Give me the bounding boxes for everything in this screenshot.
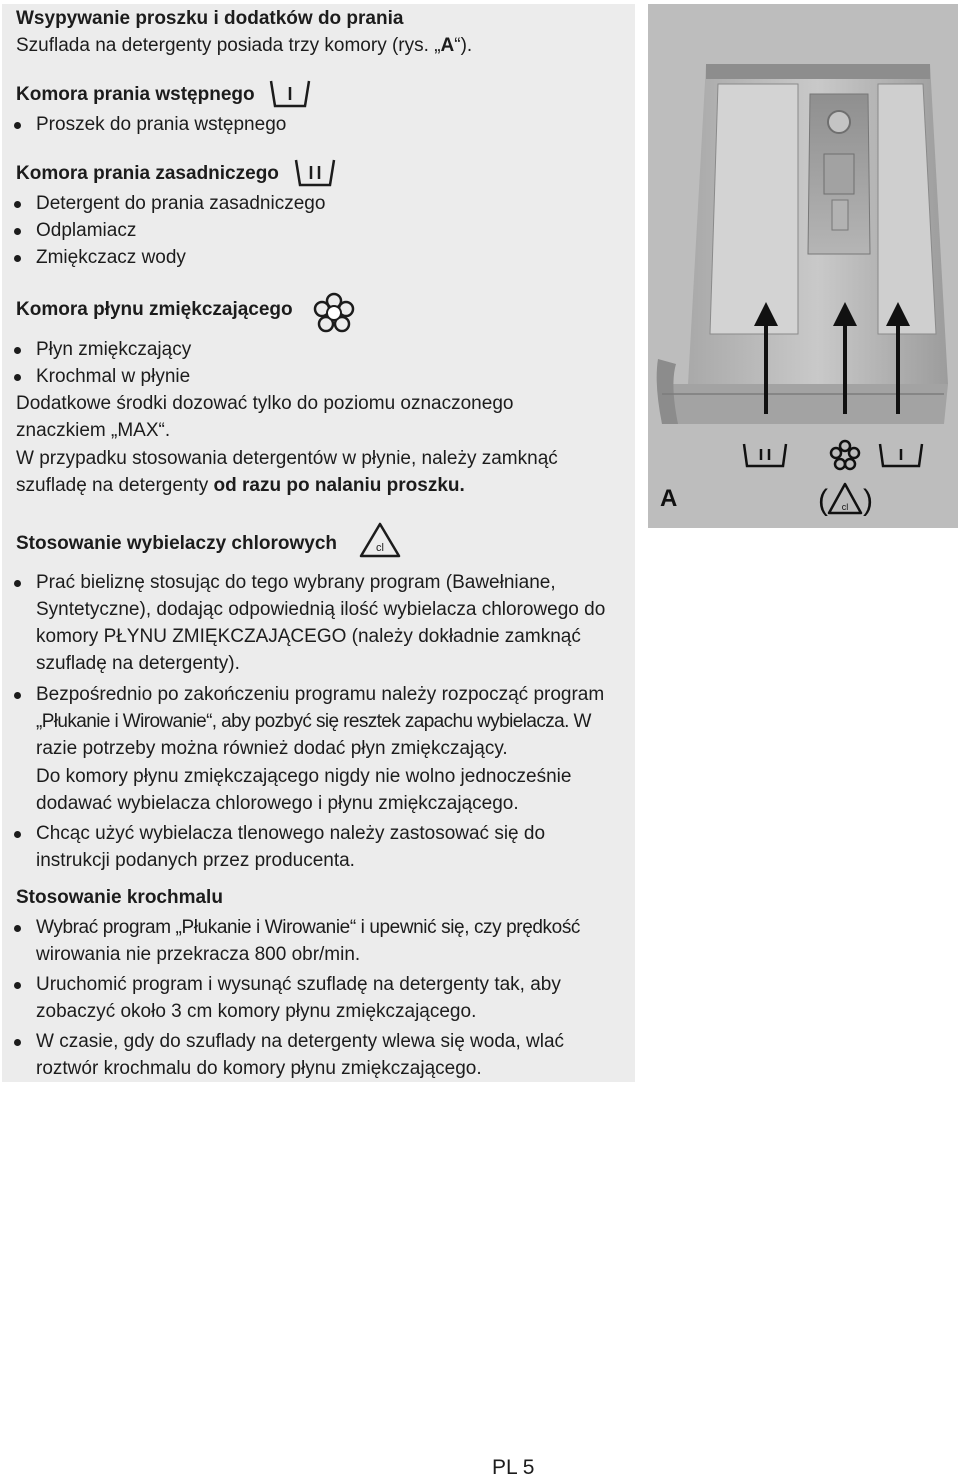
mainwash-compartment-icon xyxy=(293,157,337,189)
list-item-continuation: razie potrzeby można również dodać płyn zmiękczający. xyxy=(36,738,508,759)
list-item: Prać bieliznę stosując do tego wybrany program (Bawełniane, xyxy=(36,572,556,593)
list-item-continuation: roztwór krochmalu do komory płynu zmiękczającego. xyxy=(36,1058,482,1079)
bullet-dot xyxy=(14,228,21,235)
prewash-heading: Komora prania wstępnego xyxy=(16,84,255,105)
list-item-continuation: instrukcji podanych przez producenta. xyxy=(36,850,355,871)
intro-text-end: “). xyxy=(454,35,473,56)
list-item: Wybrać program „Płukanie i Wirowanie“ i upewnić się, czy prędkość xyxy=(36,917,581,938)
intro-text-start: Szuflada na detergenty posiada trzy komory (rys. „ xyxy=(16,35,441,56)
list-item: Bezpośrednio po zakończeniu programu należy rozpocząć program xyxy=(36,684,605,705)
starch-heading: Stosowanie krochmalu xyxy=(16,887,223,908)
list-item: Zmiękczacz wody xyxy=(36,247,186,268)
note-text: szufladę na detergenty xyxy=(16,475,214,496)
bullet-dot xyxy=(14,347,21,354)
list-item-continuation: Syntetyczne), dodając odpowiednią ilość wybielacza chlorowego do xyxy=(36,599,606,620)
bullet-dot xyxy=(14,580,21,587)
list-item-continuation: Do komory płynu zmiękczającego nigdy nie wolno jednocześnie xyxy=(36,766,572,787)
page-number: PL 5 xyxy=(492,1456,535,1479)
dosing-note: Dodatkowe środki dozować tylko do poziomu oznaczonego xyxy=(16,393,514,414)
list-item-continuation: „Płukanie i Wirowanie“, aby pozbyć się resztek zapachu wybielacza. W xyxy=(36,711,591,732)
bullet-dot xyxy=(14,692,21,699)
detergent-drawer-figure xyxy=(648,4,958,528)
svg-text:): ) xyxy=(863,484,873,517)
list-item-continuation: szufladę na detergenty). xyxy=(36,653,240,674)
list-item: Proszek do prania wstępnego xyxy=(36,114,287,135)
bullet-dot xyxy=(14,122,21,129)
list-item: Krochmal w płynie xyxy=(36,366,191,387)
bullet-dot xyxy=(14,374,21,381)
bullet-dot xyxy=(14,201,21,208)
list-item-continuation: zobaczyć około 3 cm komory płynu zmiękczającego. xyxy=(36,1001,477,1022)
page-heading: Wsypywanie proszku i dodatków do prania xyxy=(16,8,404,29)
list-item: Detergent do prania zasadniczego xyxy=(36,193,326,214)
svg-text:cl: cl xyxy=(841,502,849,512)
flower-softener-icon xyxy=(311,292,357,334)
detergent-drawer-illustration xyxy=(648,4,958,528)
svg-text:cl: cl xyxy=(376,542,384,554)
bullet-dot xyxy=(14,925,21,932)
list-item: Uruchomić program i wysunąć szufladę na detergenty tak, aby xyxy=(36,974,561,995)
note-emphasis: od razu po nalaniu proszku. xyxy=(213,475,465,496)
list-item: Odplamiacz xyxy=(36,220,137,241)
list-item-continuation: wirowania nie przekracza 800 obr/min. xyxy=(36,944,361,965)
dosing-note: znaczkiem „MAX“. xyxy=(16,420,171,441)
figure-label: A xyxy=(660,485,678,512)
bullet-dot xyxy=(14,1039,21,1046)
liquid-detergent-note xyxy=(16,472,465,499)
prewash-compartment-icon xyxy=(268,78,312,110)
mainwash-heading: Komora prania zasadniczego xyxy=(16,163,279,184)
list-item: W czasie, gdy do szuflady na detergenty wlewa się woda, wlać xyxy=(36,1031,565,1052)
list-item: Chcąc użyć wybielacza tlenowego należy zastosować się do xyxy=(36,823,546,844)
list-item-continuation: dodawać wybielacza chlorowego i płynu zmiękczającego. xyxy=(36,793,519,814)
liquid-detergent-note: W przypadku stosowania detergentów w płynie, należy zamknąć xyxy=(16,448,558,469)
intro-text xyxy=(16,32,472,59)
chlorine-bleach-triangle-icon xyxy=(358,521,402,559)
chlorine-heading: Stosowanie wybielaczy chlorowych xyxy=(16,533,337,554)
list-item-continuation: komory PŁYNU ZMIĘKCZAJĄCEGO (należy dokładnie zamknąć xyxy=(36,626,581,647)
figure-reference: A xyxy=(440,35,455,56)
bullet-dot xyxy=(14,982,21,989)
softener-heading: Komora płynu zmiękczającego xyxy=(16,299,293,320)
list-item: Płyn zmiękczający xyxy=(36,339,192,360)
bullet-dot xyxy=(14,831,21,838)
bullet-dot xyxy=(14,255,21,262)
svg-text:(: ( xyxy=(818,484,828,517)
